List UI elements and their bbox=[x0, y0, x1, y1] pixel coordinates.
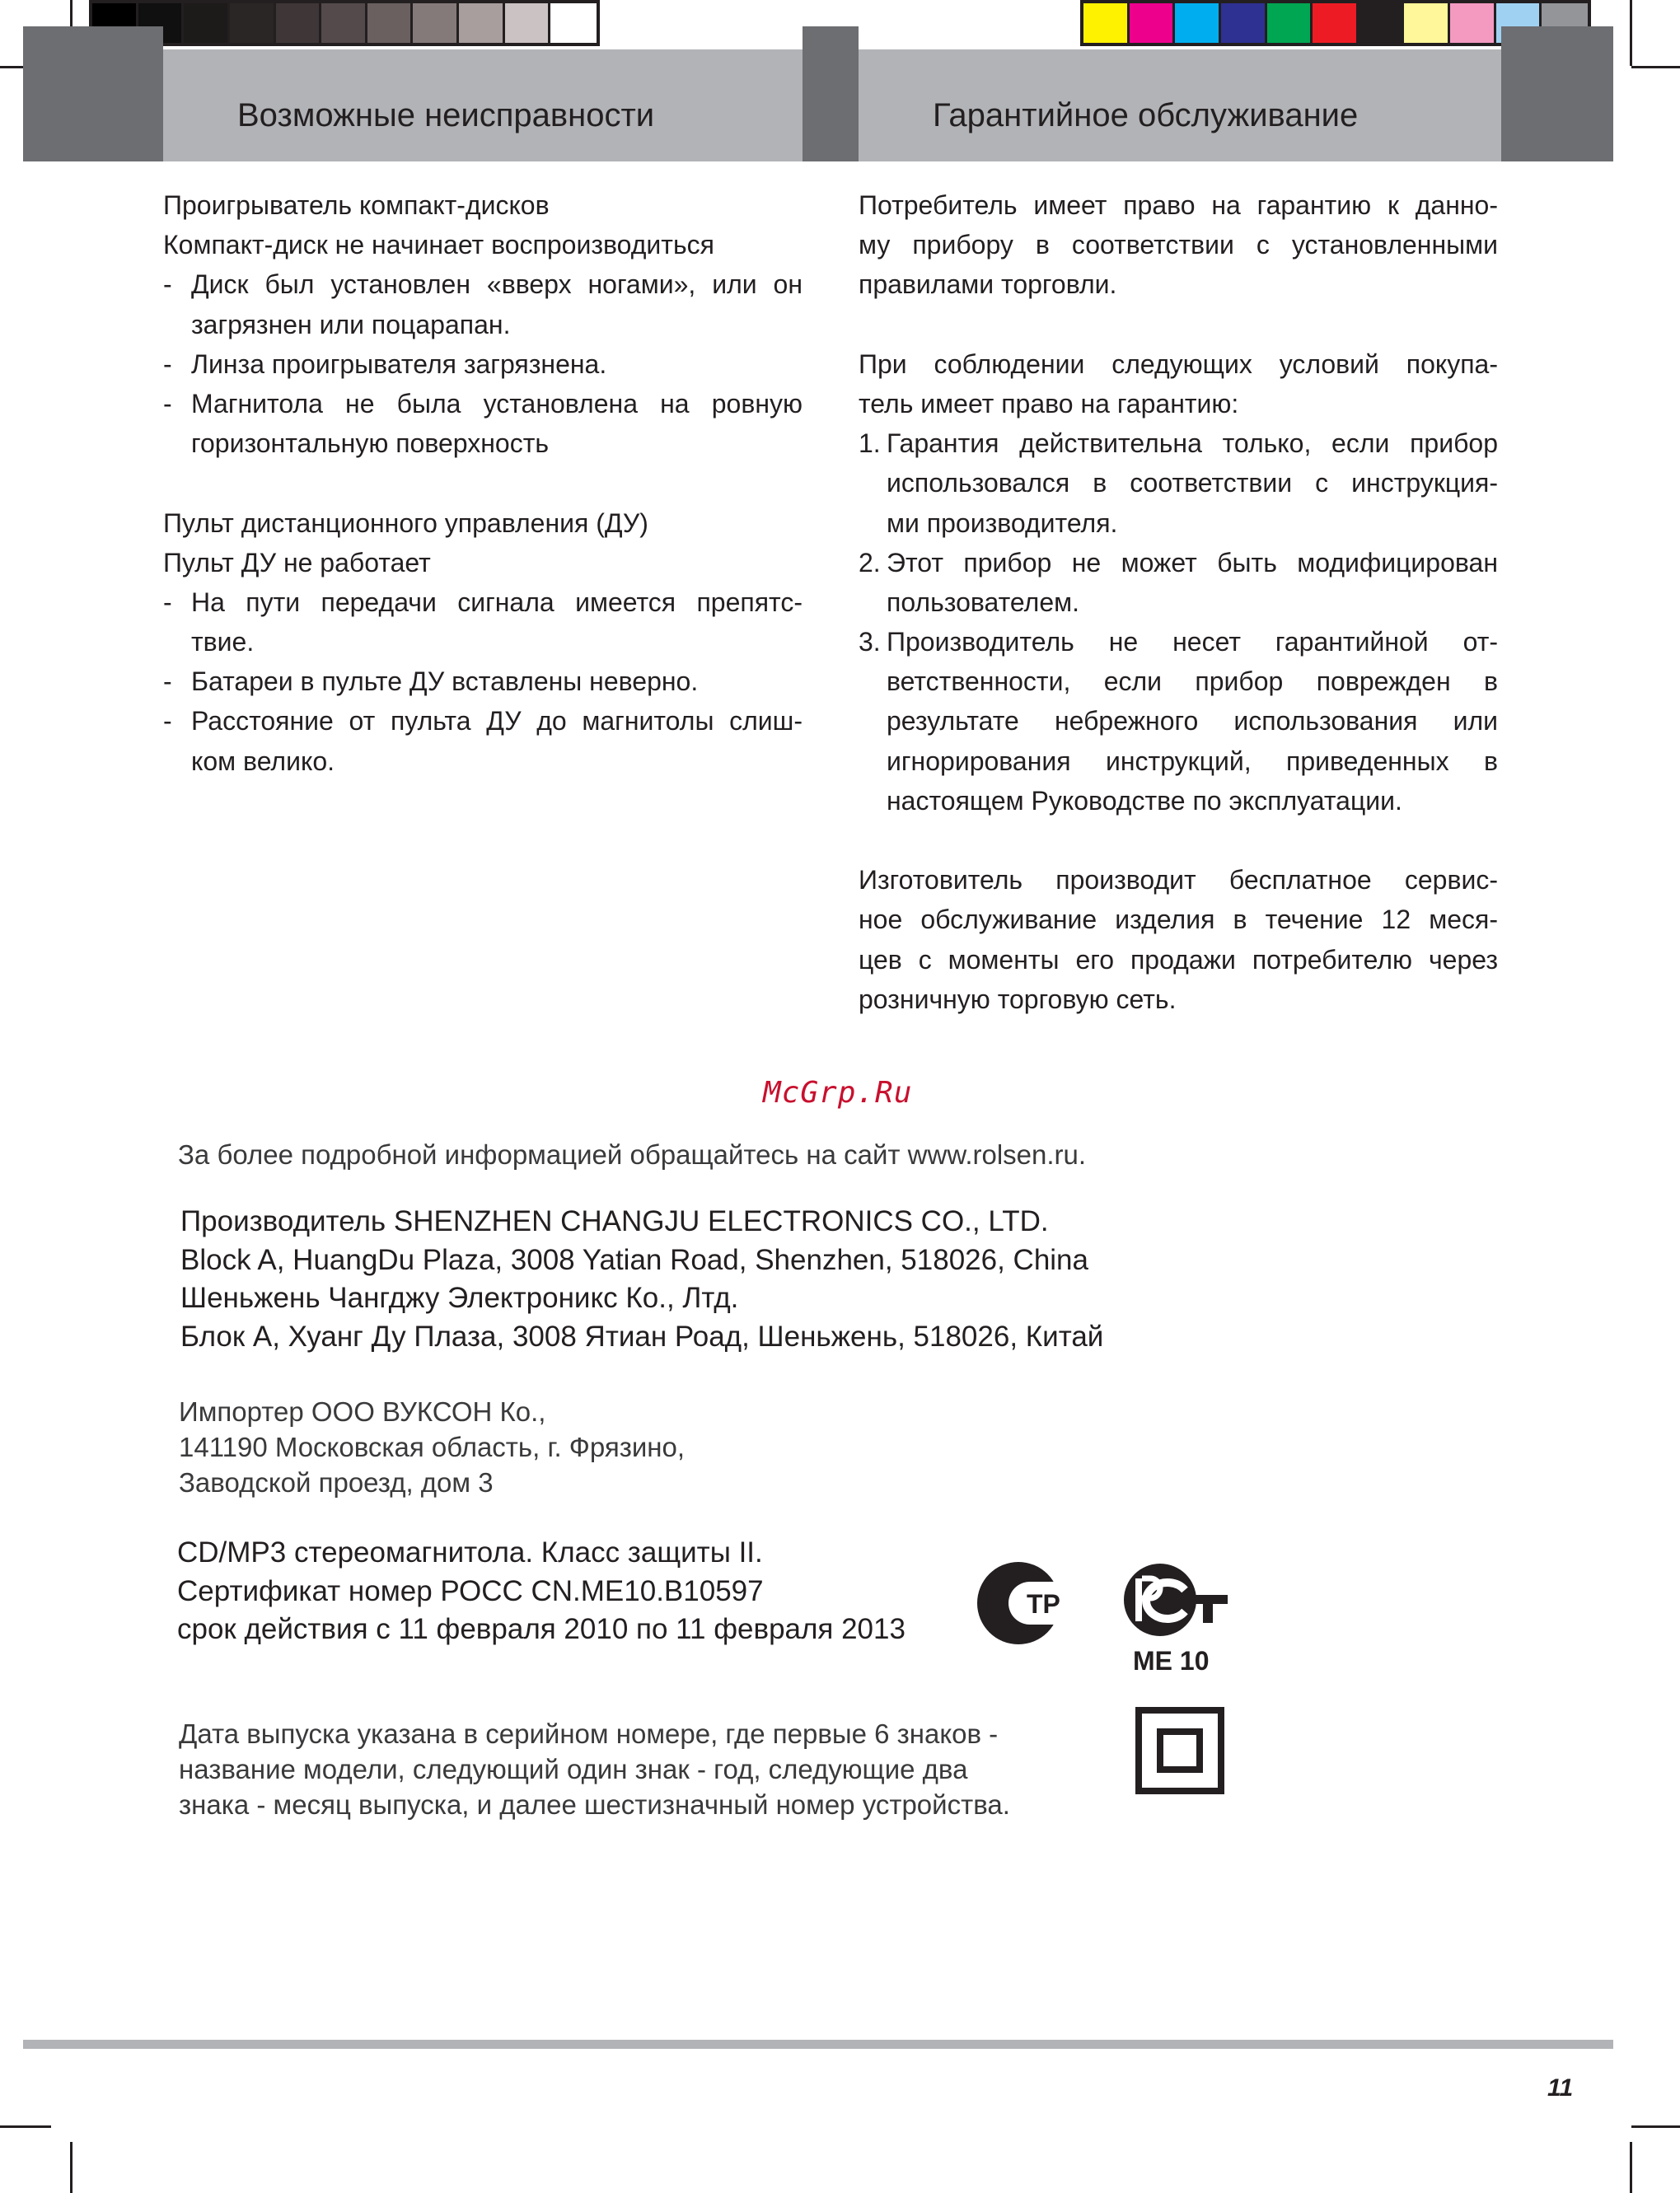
condition-number: 1. bbox=[859, 428, 881, 459]
release-date-line: название модели, следующий один знак - год, следующие два bbox=[179, 1754, 968, 1784]
warranty-conditions-line: При соблюдении следующих условий покупа- bbox=[859, 348, 1498, 379]
calibration-swatch bbox=[459, 3, 505, 43]
crop-mark bbox=[70, 2142, 73, 2193]
warranty-intro-line: Потребитель имеет право на гарантию к данно- bbox=[859, 190, 1498, 220]
remote-cause-text: Расстояние от пульта ДУ до магнитолы слиш- bbox=[191, 706, 803, 736]
condition-text: ми производителя. bbox=[887, 507, 1118, 538]
crop-mark bbox=[1630, 0, 1632, 66]
dash-bullet: - bbox=[163, 388, 172, 418]
condition-text: игнорирования инструкций, приведенных в bbox=[887, 746, 1498, 776]
calibration-swatch bbox=[1221, 3, 1267, 43]
service-line: Изготовитель производит бесплатное сервис- bbox=[859, 865, 1498, 895]
release-date-line: знака - месяц выпуска, и далее шестизначный номер устройства. bbox=[179, 1789, 1010, 1820]
release-date-line: Дата выпуска указана в серийном номере, где первые 6 знаков - bbox=[179, 1718, 999, 1749]
cd-cause-text: Магнитола не была установлена на ровную bbox=[191, 388, 803, 418]
watermark: McGrp.Ru bbox=[763, 1076, 913, 1110]
dash-bullet: - bbox=[163, 269, 172, 300]
header-band-center-dark bbox=[803, 26, 859, 161]
warranty-intro-line: му прибору в соответствии с установленными bbox=[859, 230, 1498, 260]
service-line: розничную торговую сеть. bbox=[859, 984, 1177, 1014]
manufacturer-line: Шеньжень Чангджу Электроникс Ко., Лтд. bbox=[180, 1282, 739, 1314]
certificate-block bbox=[177, 1534, 906, 1649]
condition-text: использовался в соответствии с инструкция- bbox=[887, 468, 1498, 498]
dash-bullet: - bbox=[163, 706, 172, 736]
manufacturer-line: Производитель SHENZHEN CHANGJU ELECTRONICS CO., LTD. bbox=[180, 1205, 1049, 1237]
remote-cause-text: твие. bbox=[191, 627, 255, 657]
calibration-swatch bbox=[550, 3, 597, 43]
troubleshooting-column bbox=[163, 185, 803, 781]
service-line: цев с моменты его продажи потребителю через bbox=[859, 944, 1498, 975]
warranty-conditions-line: тель имеет право на гарантию: bbox=[859, 388, 1239, 418]
remote-problem: Пульт ДУ не работает bbox=[163, 547, 431, 577]
header-band-right-dark bbox=[1501, 26, 1613, 161]
condition-number: 2. bbox=[859, 547, 881, 577]
warranty-condition-item bbox=[859, 423, 1498, 543]
calibration-swatch bbox=[1313, 3, 1359, 43]
calibration-swatch bbox=[1083, 3, 1130, 43]
calibration-swatch bbox=[505, 3, 551, 43]
cd-cause-text: горизонтальную поверхность bbox=[191, 428, 550, 459]
remote-cause-text: ком велико. bbox=[191, 746, 335, 776]
grayscale-calibration-bar bbox=[89, 0, 600, 46]
warranty-intro-line: правилами торговли. bbox=[859, 269, 1117, 300]
calibration-swatch bbox=[184, 3, 230, 43]
importer-line: Импортер ООО ВУКСОН Ко., bbox=[179, 1396, 546, 1427]
calibration-swatch bbox=[321, 3, 367, 43]
calibration-swatch bbox=[1130, 3, 1176, 43]
condition-text: Производитель не несет гарантийной от- bbox=[887, 627, 1498, 657]
remote-cause-item bbox=[163, 701, 803, 780]
tr-mark-letters: ТР bbox=[1027, 1589, 1060, 1619]
website-note: За более подробной информацией обращайтесь на сайт www.rolsen.ru. bbox=[178, 1139, 1087, 1170]
certificate-line: CD/MP3 стереомагнитола. Класс защиты II. bbox=[177, 1536, 763, 1569]
section-title-troubleshooting: Возможные неисправности bbox=[237, 97, 655, 133]
remote-cause-item bbox=[163, 582, 803, 662]
certificate-line: срок действия с 11 февраля 2010 по 11 февраля 2013 bbox=[177, 1613, 906, 1645]
class-ii-insulation-icon bbox=[1135, 1707, 1224, 1794]
remote-heading: Пульт дистанционного управления (ДУ) bbox=[163, 507, 648, 538]
calibration-swatch bbox=[1359, 3, 1405, 43]
service-line: ное обслуживание изделия в течение 12 меся- bbox=[859, 905, 1498, 935]
condition-text: ветственности, если прибор поврежден в bbox=[887, 666, 1498, 697]
dash-bullet: - bbox=[163, 666, 172, 697]
cd-cause-text: загрязнен или поцарапан. bbox=[191, 309, 511, 339]
condition-text: результате небрежного использования или bbox=[887, 706, 1498, 736]
crop-mark bbox=[1630, 2142, 1632, 2193]
dash-bullet: - bbox=[163, 348, 172, 379]
calibration-swatch bbox=[230, 3, 276, 43]
class-ii-inner-square bbox=[1157, 1728, 1203, 1773]
importer-line: 141190 Московская область, г. Фрязино, bbox=[179, 1432, 686, 1462]
calibration-swatch bbox=[276, 3, 322, 43]
footer-rule bbox=[23, 2040, 1613, 2049]
cd-cause-text: Линза проигрывателя загрязнена. bbox=[191, 348, 607, 379]
importer-block bbox=[179, 1394, 685, 1500]
warranty-condition-item bbox=[859, 622, 1498, 821]
release-date-note bbox=[179, 1716, 1010, 1822]
tr-certification-mark-icon bbox=[976, 1560, 1076, 1646]
cd-cause-text: Диск был установлен «вверх ногами», или он bbox=[191, 269, 803, 300]
warranty-condition-item bbox=[859, 543, 1498, 622]
cd-problem: Компакт-диск не начинает воспроизводиться bbox=[163, 230, 714, 260]
warranty-column bbox=[859, 185, 1498, 1019]
calibration-swatch bbox=[413, 3, 459, 43]
manufacturer-line: Block A, HuangDu Plaza, 3008 Yatian Road, Shenzhen, 518026, China bbox=[180, 1243, 1088, 1276]
calibration-swatch bbox=[1175, 3, 1221, 43]
condition-text: настоящем Руководстве по эксплуатации. bbox=[887, 785, 1402, 816]
calibration-swatch bbox=[1404, 3, 1450, 43]
crop-mark bbox=[0, 2125, 51, 2128]
section-title-warranty: Гарантийное обслуживание bbox=[933, 97, 1359, 133]
condition-number: 3. bbox=[859, 627, 881, 657]
remote-cause-item bbox=[163, 662, 803, 701]
condition-text: Этот прибор не может быть модифицирован bbox=[887, 547, 1498, 577]
manufacturer-line: Блок А, Хуанг Ду Плаза, 3008 Ятиан Роад, Шеньжень, 518026, Китай bbox=[180, 1320, 1104, 1353]
cd-player-heading: Проигрыватель компакт-дисков bbox=[163, 190, 550, 220]
remote-cause-text: На пути передачи сигнала имеется препятс- bbox=[191, 587, 803, 617]
calibration-swatch bbox=[1267, 3, 1313, 43]
crop-mark bbox=[1631, 66, 1680, 68]
calibration-swatch bbox=[367, 3, 414, 43]
importer-line: Заводской проезд, дом 3 bbox=[179, 1467, 494, 1498]
rst-certification-mark-icon bbox=[1122, 1562, 1229, 1644]
cd-cause-item bbox=[163, 264, 803, 344]
crop-mark bbox=[1631, 2125, 1680, 2128]
condition-text: Гарантия действительна только, если прибор bbox=[887, 428, 1498, 459]
remote-cause-text: Батареи в пульте ДУ вставлены неверно. bbox=[191, 666, 699, 697]
rst-mark-code: ME 10 bbox=[1133, 1646, 1210, 1676]
cd-cause-item bbox=[163, 384, 803, 463]
header-band-left-dark bbox=[23, 26, 163, 161]
cd-cause-item bbox=[163, 344, 803, 384]
calibration-swatch bbox=[1450, 3, 1496, 43]
dash-bullet: - bbox=[163, 587, 172, 617]
certificate-line: Сертификат номер РОСС CN.ME10.B10597 bbox=[177, 1574, 764, 1607]
manufacturer-block bbox=[180, 1203, 1103, 1356]
condition-text: пользователем. bbox=[887, 587, 1079, 617]
page-number: 11 bbox=[1547, 2074, 1574, 2102]
